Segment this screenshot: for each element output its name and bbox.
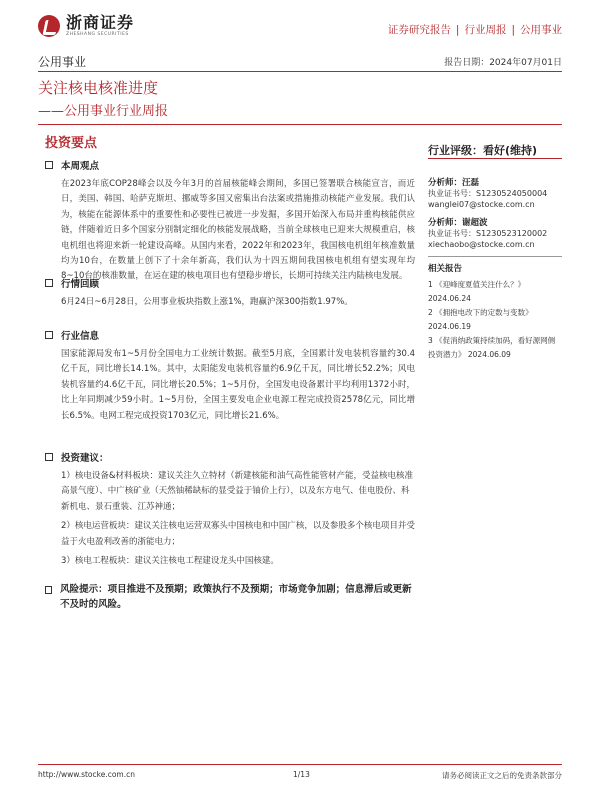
- report-date: 报告日期：2024年07月01日: [444, 58, 562, 68]
- square-bullet-icon: [45, 453, 53, 461]
- investment-item: 1）核电设备&材料板块：建议关注久立特材（新建核能和油气高性能管材产能，受益核电核准高景气度）、中广核矿业（天然铀稀缺标的显受益于铀价上行），以及东方电气、佳电股份、科新机电、景石重装、江苏神通；: [61, 471, 414, 512]
- section-weekly-view-heading: 本周观点: [45, 158, 415, 172]
- nav-item-utilities: 公用事业: [520, 24, 562, 36]
- nav-item-research-report: 证券研究报告: [387, 24, 451, 36]
- report-title: 关注核电核准进度: [38, 79, 159, 97]
- disclaimer-note: 请务必阅读正文之后的免责条款部分: [442, 771, 562, 780]
- analyst-name: 分析师：谢超波: [428, 218, 488, 228]
- footer-divider: [38, 764, 562, 765]
- section-industry-info-heading: 行业信息: [45, 328, 415, 342]
- company-logo: [38, 14, 134, 37]
- weekly-view-paragraph: 在2023年底COP28峰会以及今年3月的首届核能峰会期间，多国已签署联合核能宣言，而近日，美国、韩国、哈萨克斯坦、挪威等多国又密集出台法案或措施推动核能产业发展。我们认为，核能在能源体系中的重要性和必要性已被进一步发掘，多国开始深入布局并重构核能供应链，伴随着近日多个国家分别制定细化的核能发展战略，当前全球核电已迎来大规模重启，核电机组也将迎来新一轮建设高峰。从国内来看，2022年和2023年，我国核电机组年核准数量均为10台，在数量上创下了十余年新高，我们认为十四五期间我国核电机组有望实现年均8~10台的核准数量，在运在建的核电项目也有望稳步增长，长期可持续关注内陆核电发展。: [61, 179, 415, 282]
- analyst-cert: 执业证书号：S1230523120002: [428, 229, 548, 238]
- square-bullet-icon: [45, 331, 53, 339]
- section-market-review-heading: 行情回顾: [45, 276, 415, 290]
- section-investment-heading: 投资建议：: [45, 450, 415, 464]
- analyst-email: xiechaobo@stocke.com.cn: [428, 240, 535, 249]
- analyst-divider: [428, 256, 562, 257]
- industry-info-paragraph: 国家能源局发布1~5月份全国电力工业统计数据。截至5月底，全国累计发电装机容量约30.4亿千瓦，同比增长14.1%。其中，太阳能发电装机容量约6.9亿千瓦，同比增长52.2%；风电装机容量约4.6亿千瓦，同比增长20.5%；1~5月份，全国发电设备累计平均利用1372小时，比上年同期减少59小时。1~5月份，全国主要发电企业电源工程完成投资2578亿元，同比增长6.5%。电网工程完成投资1703亿元，同比增长21.6%。: [61, 349, 415, 421]
- logo-english-name: ZHESHANG SECURITIES: [66, 32, 129, 37]
- square-bullet-icon: [45, 161, 53, 169]
- nav-item-weekly: 行业周报: [464, 24, 507, 36]
- square-bullet-icon: [45, 586, 52, 594]
- industry-tag: 公用事业: [38, 55, 87, 69]
- section-risk-heading: [45, 582, 415, 613]
- header-category-nav: 证券研究报告 | 行业周报 | 公用事业: [387, 24, 562, 36]
- related-report-link[interactable]: 3 《促消纳政策持续加码，看好源网侧投资潜力》 2024.06.09: [428, 336, 556, 359]
- analyst-cert: 执业证书号：S1230524050004: [428, 189, 548, 198]
- related-report-link[interactable]: 2 《拥抱电改下的定数与变数》 2024.06.19: [428, 308, 533, 331]
- report-subtitle: ——公用事业行业周报: [38, 104, 169, 119]
- title-divider: [38, 124, 562, 125]
- analyst-name: 分析师：汪磊: [428, 178, 480, 188]
- section-heading: 投资要点: [45, 136, 98, 151]
- analyst-block: [428, 216, 562, 250]
- analyst-email: wanglei07@stocke.com.cn: [428, 200, 535, 209]
- logo-name: 浙商证券: [66, 13, 135, 32]
- footer-website[interactable]: http://www.stocke.com.cn: [38, 770, 135, 779]
- related-report-link[interactable]: 1 《迎峰度夏值关注什么？》 2024.06.24: [428, 280, 526, 303]
- rating-divider: [428, 158, 562, 159]
- industry-rating: 行业评级：看好(维持): [428, 144, 538, 157]
- investment-item: 3）核电工程板块：建议关注核电工程建设龙头中国核建。: [61, 556, 279, 567]
- investment-item: 2）核电运营板块：建议关注核电运营双寡头中国核电和中国广核，以及参股多个核电项目并受益于火电盈利改善的浙能电力；: [61, 521, 415, 547]
- rating-value: 看好(维持): [483, 144, 538, 157]
- square-bullet-icon: [45, 279, 53, 287]
- page-number: 1/13: [293, 770, 310, 779]
- market-review-paragraph: 6月24日~6月28日，公用事业板块指数上涨1%，跑赢沪深300指数1.97%。: [61, 297, 353, 307]
- related-reports: [428, 262, 562, 362]
- analyst-block: [428, 176, 562, 210]
- related-reports-heading: 相关报告: [428, 264, 463, 274]
- risk-text: 风险提示：项目推进不及预期；政策执行不及预期；市场竞争加剧；信息滞后或更新不及时的风险。: [60, 584, 412, 611]
- logo-icon: [38, 15, 60, 37]
- header-divider: [38, 71, 562, 72]
